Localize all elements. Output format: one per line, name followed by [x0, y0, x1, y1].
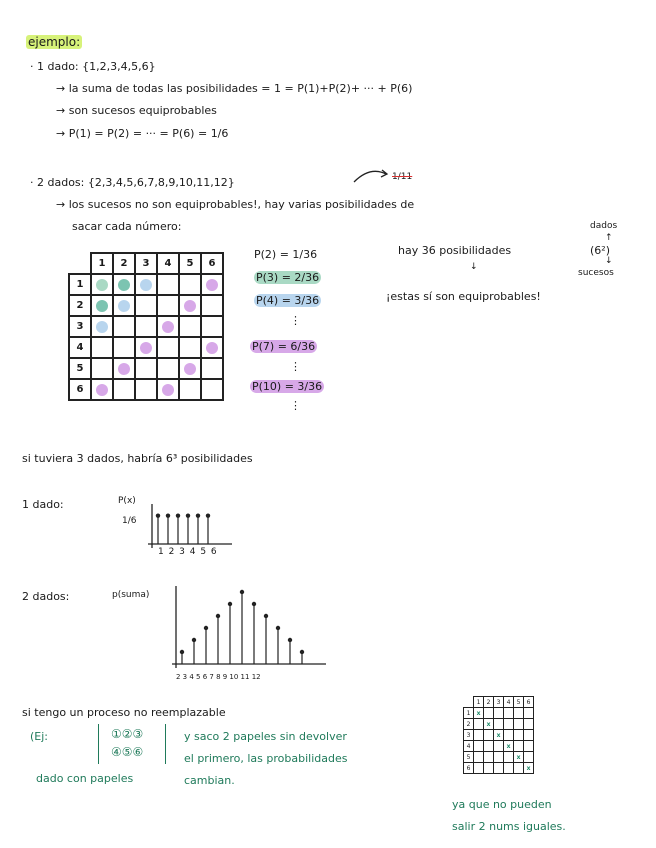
sucesos-label: sucesos [578, 268, 614, 278]
stem-point [264, 614, 268, 618]
grid-row-label: 3 [69, 316, 91, 337]
two-dice-line3: sacar cada número: [72, 220, 182, 233]
small-grid-header: 5 [514, 697, 524, 708]
grid-dot [206, 279, 218, 291]
prob-p10: P(10) = 3/36 [252, 380, 323, 393]
grid-row-label: 5 [69, 358, 91, 379]
grid-header: 6 [201, 253, 223, 274]
stem-point [240, 590, 244, 594]
small-grid-header: 3 [494, 697, 504, 708]
plot1-label: 1 dado: [22, 498, 64, 511]
side-note-line2: ¡estas sí son equiprobables! [386, 290, 541, 303]
prob-p7: P(7) = 6/36 [252, 340, 316, 353]
grid-row-label: 1 [69, 274, 91, 295]
small-grid-row-label: 4 [464, 741, 474, 752]
dice-sum-grid [68, 252, 224, 401]
balls-bottom: ④⑤⑥ [111, 745, 144, 759]
two-dice-line2: → los sucesos no son equiprobables!, hay varias posibilidades de [56, 198, 415, 211]
grid-header: 3 [135, 253, 157, 274]
grid-dot [96, 384, 108, 396]
grid-dot [206, 342, 218, 354]
stem-point [216, 614, 220, 618]
grid-row-label: 4 [69, 337, 91, 358]
prob-ellipsis-1: ⋮ [290, 314, 301, 327]
diagonal-cross: x [514, 752, 524, 763]
grid-dot [118, 300, 130, 312]
stem-point [176, 513, 180, 517]
small-grid-header: 2 [484, 697, 494, 708]
prob-p2: P(2) = 1/36 [254, 248, 318, 261]
small-grid-header: 4 [504, 697, 514, 708]
no-replacement-grid [463, 696, 534, 774]
one-die-line1: · 1 dado: {1,2,3,4,5,6} [30, 60, 156, 73]
three-dice-line: si tuviera 3 dados, habría 6³ posibilidades [22, 452, 253, 465]
prob-ellipsis-2: ⋮ [290, 360, 301, 373]
balls-top: ①②③ [111, 727, 144, 741]
one-die-line3: → son sucesos equiprobables [56, 104, 217, 117]
grid-dot [184, 363, 196, 375]
stem-point [186, 513, 190, 517]
grid-dot [162, 321, 174, 333]
plot1-xticks: 1 2 3 4 5 6 [158, 547, 218, 557]
diagonal-cross: x [484, 719, 494, 730]
grid-dot [140, 342, 152, 354]
plot2-chart [166, 586, 326, 670]
two-dice-line1: · 2 dados: {2,3,4,5,6,7,8,9,10,11,12} [30, 176, 235, 189]
prob-p4: P(4) = 3/36 [256, 294, 320, 307]
grid-row-label: 2 [69, 295, 91, 316]
stem-point [196, 513, 200, 517]
grid-dot [162, 384, 174, 396]
balls-box [98, 724, 166, 764]
diagonal-cross: x [474, 708, 484, 719]
small-grid-header: 6 [524, 697, 534, 708]
grid-header: 1 [91, 253, 113, 274]
note-line2: salir 2 nums iguales. [452, 820, 566, 833]
grid-dot [140, 279, 152, 291]
replacement-title: si tengo un proceso no reemplazable [22, 706, 226, 719]
stem-point [300, 650, 304, 654]
stem-point [192, 638, 196, 642]
stem-point [276, 626, 280, 630]
small-grid-row-label: 2 [464, 719, 474, 730]
grid-header: 5 [179, 253, 201, 274]
plot1-ylabel: P(x) [118, 496, 136, 506]
stem-point [156, 513, 160, 517]
plot2-xticks: 2 3 4 5 6 7 8 9 10 11 12 [176, 673, 261, 681]
dados-label: dados [590, 221, 618, 231]
grid-header: 4 [157, 253, 179, 274]
plot1-ytick: 1/6 [122, 516, 137, 526]
replacement-text3: cambian. [184, 774, 235, 787]
side-note-line1: hay 36 posibilidades [398, 244, 512, 257]
grid-row-label: 6 [69, 379, 91, 400]
stem-point [204, 626, 208, 630]
small-grid-row-label: 3 [464, 730, 474, 741]
stem-point [228, 602, 232, 606]
one-die-line4: → P(1) = P(2) = ··· = P(6) = 1/6 [56, 127, 229, 140]
prob-ellipsis-3: ⋮ [290, 399, 301, 412]
ej-label: (Ej: [30, 730, 49, 743]
side-note-power: (6²) [590, 244, 610, 257]
replacement-text1: y saco 2 papeles sin devolver [184, 730, 347, 743]
stem-point [288, 638, 292, 642]
diagonal-cross: x [494, 730, 504, 741]
struck-fraction: 1/11 [392, 172, 413, 182]
curved-arrow [352, 166, 392, 186]
small-grid-row-label: 1 [464, 708, 474, 719]
plot2-ylabel: p(suma) [112, 590, 150, 600]
replacement-text2: el primero, las probabilidades [184, 752, 348, 765]
note-line1: ya que no pueden [452, 798, 552, 811]
small-grid-header: 1 [474, 697, 484, 708]
diagonal-cross: x [524, 763, 534, 774]
one-die-line2: → la suma de todas las posibilidades = 1 = P(1)+P(2)+ ··· + P(6) [56, 82, 413, 95]
stem-point [166, 513, 170, 517]
small-grid-row-label: 6 [464, 763, 474, 774]
down-arrow-left: ↓ [470, 262, 478, 272]
grid-dot [96, 279, 108, 291]
diagonal-cross: x [504, 741, 514, 752]
grid-dot [118, 363, 130, 375]
stem-point [206, 513, 210, 517]
grid-corner [69, 253, 91, 274]
prob-p3: P(3) = 2/36 [256, 271, 320, 284]
grid-header: 2 [113, 253, 135, 274]
stem-point [252, 602, 256, 606]
grid-dot [184, 300, 196, 312]
heading: ejemplo: [28, 35, 81, 49]
grid-dot [118, 279, 130, 291]
grid-dot [96, 300, 108, 312]
up-arrow: ↑ [605, 233, 613, 243]
plot2-label: 2 dados: [22, 590, 70, 603]
stem-point [180, 650, 184, 654]
small-grid-row-label: 5 [464, 752, 474, 763]
down-arrow-right: ↓ [605, 256, 613, 266]
grid-dot [96, 321, 108, 333]
replacement-caption: dado con papeles [36, 772, 134, 785]
